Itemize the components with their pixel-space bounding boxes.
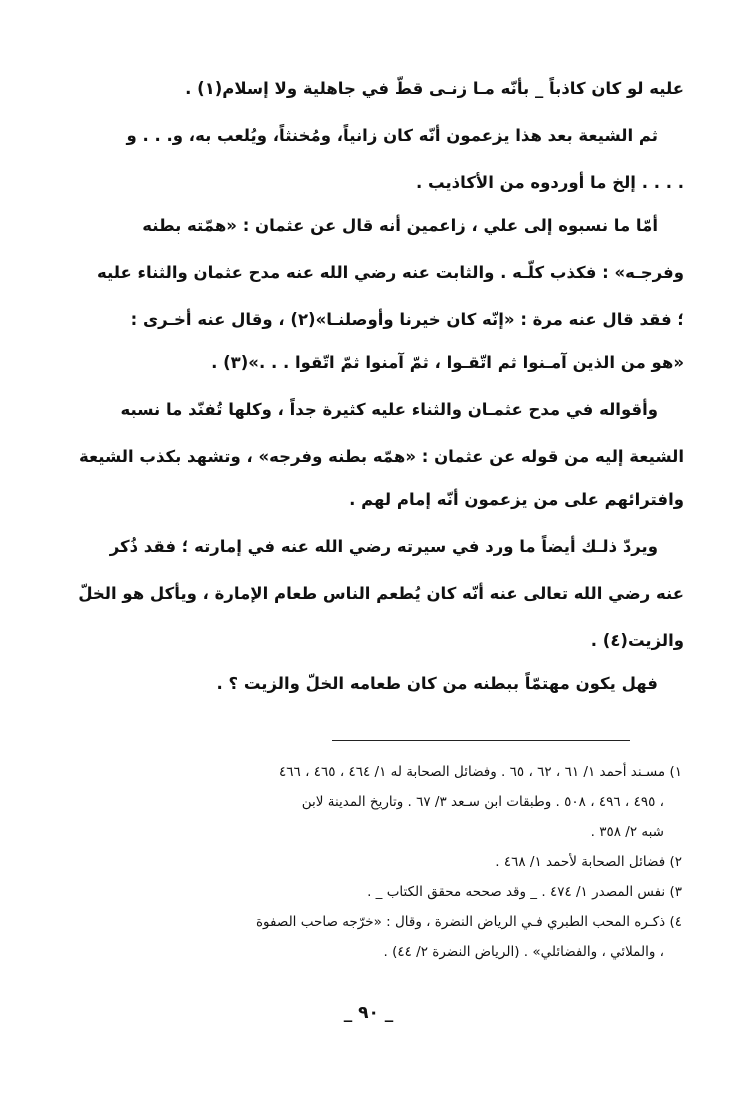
- text-line: ثم الشيعة بعد هذا يزعمون أنّه كان زانياً، ومُخنثاً، ويُلعب به، و. . . و: [126, 126, 658, 145]
- text-line: عليه لو كان كاذباً _ بأنّه مـا زنـى قطّ في جاهلية ولا إسلام(١) .: [185, 79, 684, 98]
- page-number: _ ٩٠ _: [343, 1003, 394, 1023]
- footnote-line: ، ٤٩٥ ، ٤٩٦ ، ٥٠٨ . وطبقات ابن سـعد ٣/ ٦٧ . وتاريخ المدينة لابن: [301, 794, 664, 810]
- footnote-line: ٣) نفس المصدر ١/ ٤٧٤ . _ وقد صححه محقق الكتاب _ .: [367, 884, 682, 900]
- footnote-line: ٢) فضائل الصحابة لأحمد ١/ ٤٦٨ .: [495, 854, 682, 870]
- text-line: . . . . إلخ ما أوردوه من الأكاذيب .: [416, 173, 684, 192]
- text-line: وافترائهم على من يزعمون أنّه إمام لهم .: [349, 490, 684, 509]
- text-line: ؛ فقد قال عنه مرة : «إنّه كان خيرنا وأوصلنـا»(٢) ، وقال عنه أخـرى :: [130, 310, 684, 329]
- footnotes: [40, 757, 682, 967]
- text-line: عنه رضي الله تعالى عنه أنّه كان يُطعم الناس طعام الإمارة ، ويأكل هو الخلّ: [78, 584, 684, 603]
- text-line: ويردّ ذلـك أيضاً ما ورد في سيرته رضي الله عنه في إمارته ؛ فقد ذُكر: [109, 537, 658, 556]
- footnote-line: ١) مسـند أحمد ١/ ٦١ ، ٦٢ ، ٦٥ . وفضائل الصحابة له ١/ ٤٦٤ ، ٤٦٥ ، ٤٦٦: [279, 764, 682, 780]
- text-line: فهل يكون مهتمّاً ببطنه من كان طعامه الخلّ والزيت ؟ .: [216, 674, 658, 693]
- footnote-line: شبه ٢/ ٣٥٨ .: [590, 824, 664, 840]
- text-line: «هو من الذين آمـنوا ثم اتّقـوا ، ثمّ آمنوا ثمّ اتّقوا . . .»(٣) .: [211, 353, 684, 372]
- footnote-line: ٤) ذكـره المحب الطبري فـي الرياض النضرة ، وقال : «خرّجه صاحب الصفوة: [255, 914, 682, 930]
- main-text: [48, 72, 684, 714]
- footnote-separator: [332, 740, 630, 741]
- footnote-line: ، والملائي ، والفضائلي» . (الرياض النضرة ٢/ ٤٤) .: [383, 944, 664, 960]
- text-line: وفرجـه» : فكذب كلّـه . والثابت عنه رضي الله عنه مدح عثمان والثناء عليه: [97, 263, 684, 282]
- text-line: أمّا ما نسبوه إلى علي ، زاعمين أنه قال عن عثمان : «همّته بطنه: [142, 216, 658, 235]
- text-line: وأقواله في مدح عثمـان والثناء عليه كثيرة جداً ، وكلها تُفنّد ما نسبه: [120, 400, 658, 419]
- text-line: والزيت(٤) .: [590, 631, 684, 650]
- text-line: الشيعة إليه من قوله عن عثمان : «همّه بطنه وفرجه» ، وتشهد بكذب الشيعة: [78, 447, 684, 466]
